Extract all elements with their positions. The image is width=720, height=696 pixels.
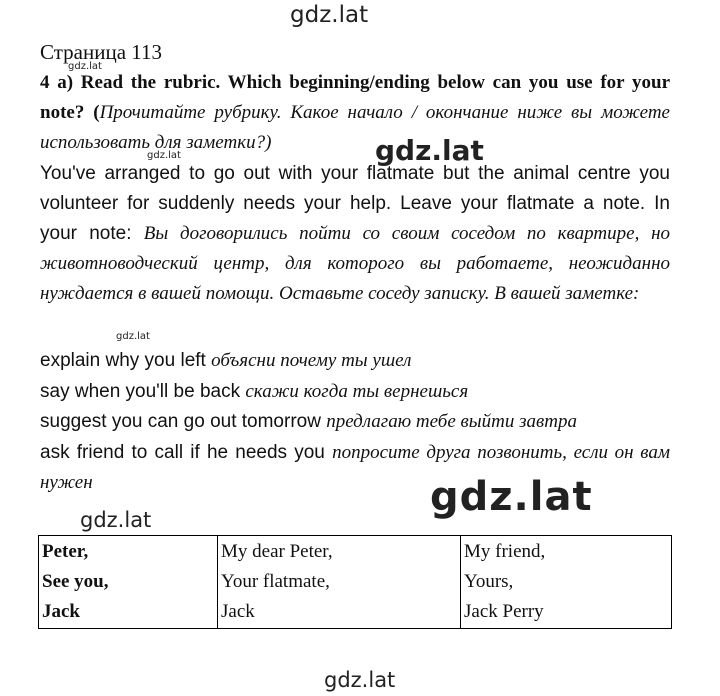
task-instruction [40, 68, 670, 158]
watermark-top: gdz.lat [290, 2, 369, 28]
watermark-small-2: gdz.lat [147, 150, 181, 161]
rubric-english: You've arranged to go out with your flatmate but the animal centre you volunteer for suddenly needs your help. Leave your flatmate a note. In your note: [40, 163, 670, 244]
point-russian: попросите друга позвонить, если он вам нужен [40, 441, 670, 493]
point-russian: скажи когда ты вернешься [245, 380, 469, 402]
rubric-russian: Вы договорились пойти со своим соседом по квартире, но животноводческий центр, для которого вы работаете, неожиданно нуждается в вашей помощи. Оставьте соседу записку. В вашей заметке: [40, 223, 670, 304]
rubric-text [40, 159, 670, 309]
list-item [40, 377, 670, 408]
list-item [40, 407, 670, 438]
option-3-line-3: Jack Perry [464, 601, 544, 622]
point-english: ask friend to call if he needs you [40, 441, 333, 463]
option-cell-3 [461, 536, 672, 629]
option-1-line-3: Jack [42, 601, 80, 622]
option-3-line-1: My friend, [464, 541, 546, 562]
option-cell-1 [39, 536, 218, 629]
option-cell-2 [218, 536, 461, 629]
option-1-line-2: See you, [42, 571, 109, 592]
watermark-big-1: gdz.lat [375, 134, 484, 167]
task-translation: Прочитайте рубрику. Какое начало / окончание ниже вы можете использовать для заметки?) [40, 102, 670, 153]
option-2-line-3: Jack [221, 601, 255, 622]
watermark-small-3: gdz.lat [116, 331, 150, 342]
point-russian: объясни почему ты ушел [211, 350, 412, 371]
watermark-bottom: gdz.lat [324, 668, 396, 692]
watermark-mid: gdz.lat [80, 508, 152, 532]
option-2-line-2: Your flatmate, [221, 571, 330, 592]
task-title: 4 a) Read the rubric. Which beginning/ending below can you use for your note? ( [40, 72, 670, 123]
point-english: say when you'll be back [40, 380, 246, 402]
watermark-big-2: gdz.lat [430, 474, 593, 520]
point-russian: предлагаю тебе выйти завтра [326, 411, 577, 432]
option-3-line-2: Yours, [464, 571, 514, 592]
list-item [40, 346, 670, 377]
option-1-line-1: Peter, [42, 541, 89, 562]
point-english: suggest you can go out tomorrow [40, 411, 327, 432]
beginnings-endings-table [38, 535, 672, 629]
watermark-small-1: gdz.lat [68, 61, 102, 72]
table-row [39, 536, 672, 629]
option-2-line-1: My dear Peter, [221, 541, 333, 562]
point-english: explain why you left [40, 350, 212, 371]
page-label: Страница 113 [40, 40, 162, 64]
